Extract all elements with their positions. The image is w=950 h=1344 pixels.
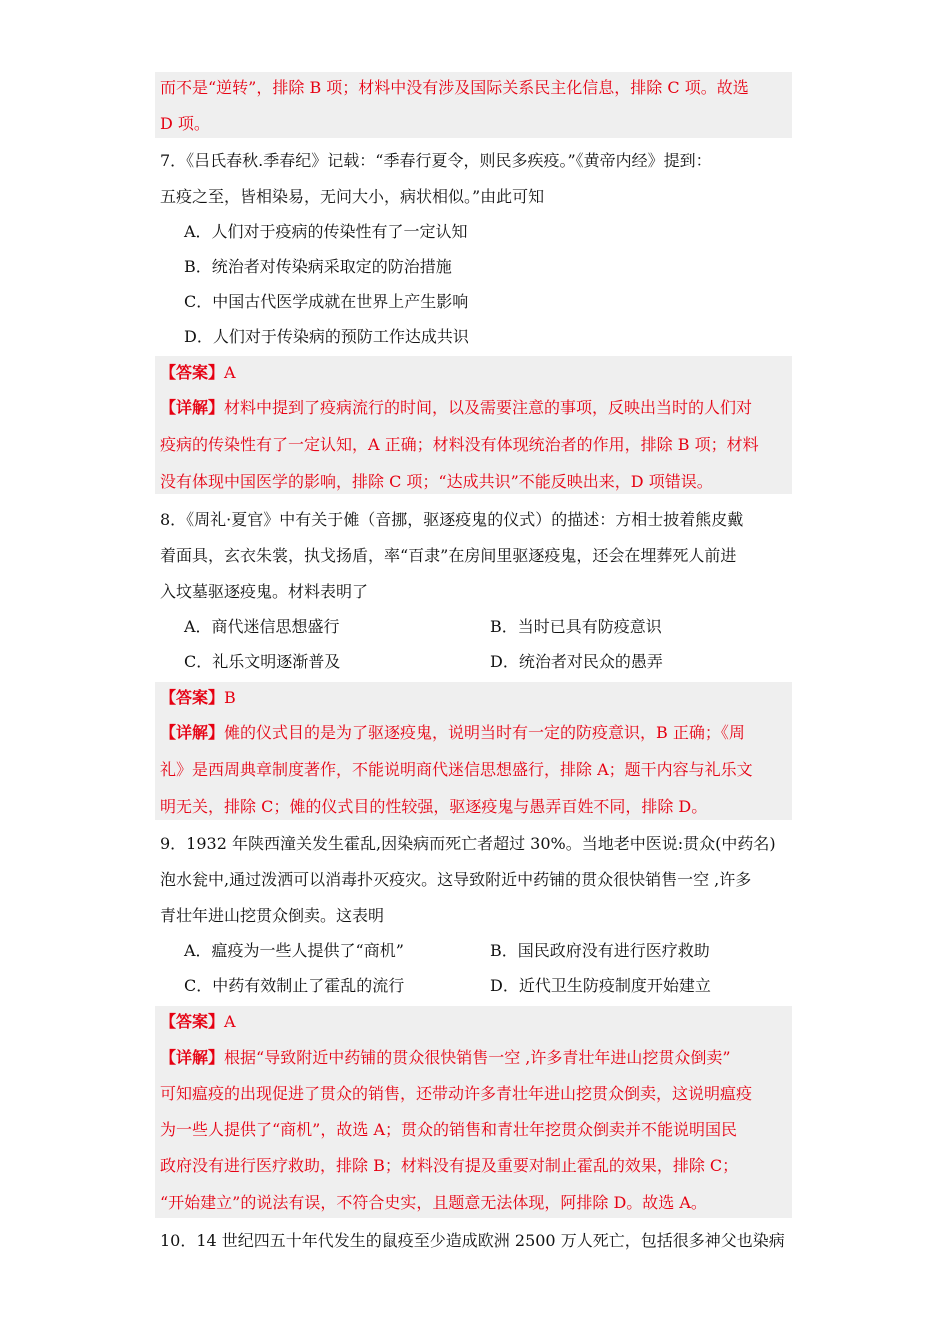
q9-detail	[160, 1040, 790, 1075]
q9-detail: “开始建立”的说法有误，不符合史实，且题意无法体现，阿排除 D。故选 A。	[160, 1193, 707, 1212]
q8-option-d: D．统治者对民众的愚弄	[490, 652, 663, 671]
q9-stem: 青壮年进山挖贯众倒卖。这表明	[160, 906, 385, 925]
q8-option-a: A．商代迷信思想盛行	[184, 617, 340, 636]
q9-stem: 泡水瓮中,通过泼洒可以消毒扑灭疫灾。这导致附近中药铺的贯众很快销售一空 ,许多	[160, 870, 752, 889]
detail-text: 傩的仪式目的是为了驱逐疫鬼，说明当时有一定的防疫意识，B 正确；《周	[224, 723, 745, 742]
detail-text: 材料中提到了疫病流行的时间，以及需要注意的事项，反映出当时的人们对	[224, 398, 753, 417]
detail-tag: 【详解】	[160, 723, 225, 742]
q7-stem: 7．《吕氏春秋.季春纪》记载：“季春行夏令，则民多疾疫。”《黄帝内经》提到：	[160, 151, 712, 170]
q9-option-d: D．近代卫生防疫制度开始建立	[490, 976, 711, 995]
q10-stem: 10．14 世纪四五十年代发生的鼠疫至少造成欧洲 2500 万人死亡，包括很多神父也染病	[160, 1231, 785, 1250]
q9-detail: 可知瘟疫的出现促进了贯众的销售，还带动许多青壮年进山挖贯众倒卖，这说明瘟疫	[160, 1084, 753, 1103]
detail-tag: 【详解】	[160, 398, 225, 417]
answer-tag: 【答案】	[160, 363, 225, 382]
q8-stem: 8．《周礼·夏官》中有关于傩（音挪，驱逐疫鬼的仪式）的描述：方相士披着熊皮戴	[160, 510, 744, 529]
q9-detail: 为一些人提供了“商机”，故选 A；贯众的销售和青壮年挖贯众倒卖并不能说明国民	[160, 1120, 738, 1139]
q7-stem: 五疫之至，皆相染易，无问大小，病状相似。”由此可知	[160, 187, 545, 206]
answer-value: A	[224, 363, 236, 382]
q7-detail	[160, 390, 790, 425]
q8-answer	[160, 680, 790, 715]
q8-option-c: C．礼乐文明逐渐普及	[184, 652, 341, 671]
q9-answer	[160, 1004, 790, 1039]
q7-detail: 疫病的传染性有了一定认知，A 正确；材料没有体现统治者的作用，排除 B 项；材料	[160, 435, 759, 454]
q7-option-b: B．统治者对传染病采取定的防治措施	[184, 257, 452, 276]
q9-option-b: B．国民政府没有进行医疗救助	[490, 941, 710, 960]
answer-tag: 【答案】	[160, 688, 225, 707]
q8-detail	[160, 715, 790, 750]
q9-detail: 政府没有进行医疗救助，排除 B；材料没有提及重要对制止霍乱的效果，排除 C；	[160, 1156, 739, 1175]
q7-option-d: D．人们对于传染病的预防工作达成共识	[184, 327, 469, 346]
q8-detail: 明无关，排除 C；傩的仪式目的性较强，驱逐疫鬼与愚弄百姓不同，排除 D。	[160, 797, 708, 816]
answer-value: B	[224, 688, 236, 707]
q8-stem: 着面具，玄衣朱裳，执戈扬盾，率“百隶”在房间里驱逐疫鬼，还会在埋葬死人前进	[160, 546, 737, 565]
q7-answer	[160, 355, 790, 390]
q7-option-c: C．中国古代医学成就在世界上产生影响	[184, 292, 469, 311]
q8-stem: 入坟墓驱逐疫鬼。材料表明了	[160, 582, 369, 601]
answer-tag: 【答案】	[160, 1012, 225, 1031]
detail-text: 根据“导致附近中药铺的贯众很快销售一空 ,许多青壮年进山挖贯众倒卖”	[224, 1048, 731, 1067]
q7-option-a: A．人们对于疫病的传染性有了一定认知	[184, 222, 468, 241]
prev-detail-line: D 项。	[160, 114, 210, 133]
q8-option-b: B．当时已具有防疫意识	[490, 617, 662, 636]
q8-detail: 礼》是西周典章制度著作，不能说明商代迷信思想盛行，排除 A；题干内容与礼乐文	[160, 760, 753, 779]
prev-detail-line: 而不是“逆转”，排除 B 项；材料中没有涉及国际关系民主化信息，排除 C 项。故选	[160, 78, 749, 97]
answer-value: A	[224, 1012, 236, 1031]
detail-tag: 【详解】	[160, 1048, 225, 1067]
q9-option-c: C．中药有效制止了霍乱的流行	[184, 976, 405, 995]
q7-detail: 没有体现中国医学的影响，排除 C 项；“达成共识”不能反映出来，D 项错误。	[160, 472, 713, 491]
q9-stem: 9．1932 年陕西潼关发生霍乱,因染病而死亡者超过 30%。当地老中医说:贯众(中药名)	[160, 834, 776, 853]
q9-option-a: A．瘟疫为一些人提供了“商机”	[184, 941, 404, 960]
